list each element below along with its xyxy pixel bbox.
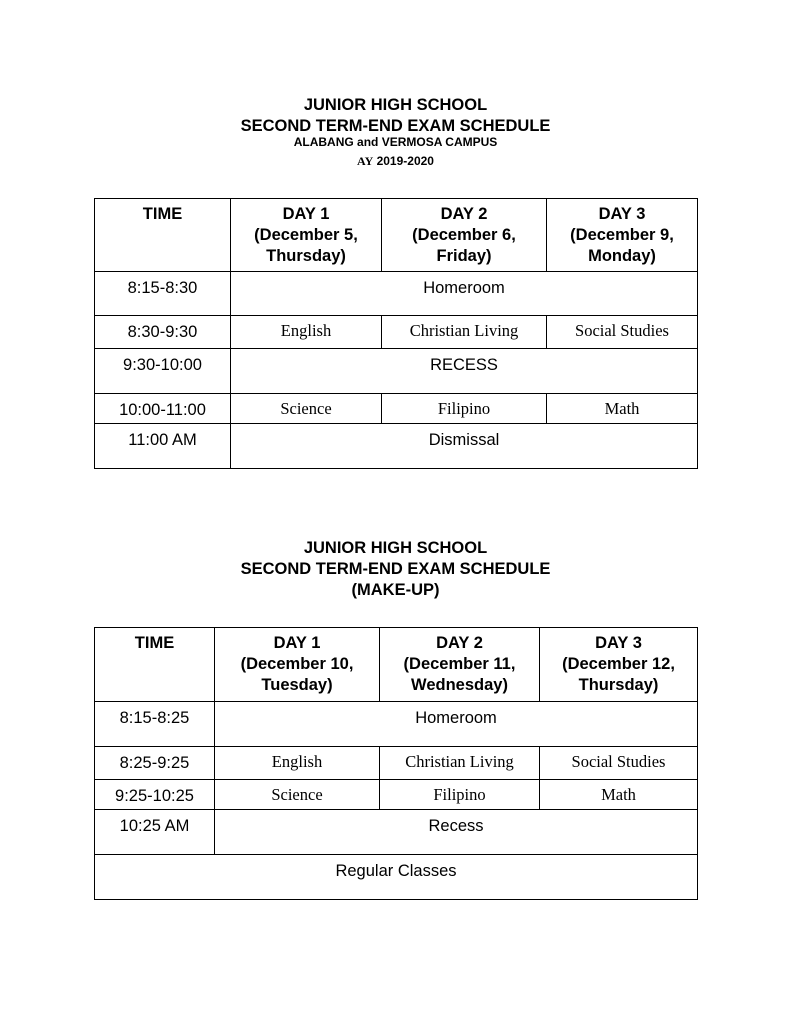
subject-cell: English xyxy=(215,747,380,780)
day-label: DAY 3 xyxy=(595,634,642,652)
time-cell: 9:25-10:25 xyxy=(95,780,215,810)
schedule2-table xyxy=(94,627,698,900)
header-time-label: TIME xyxy=(142,205,183,223)
table-row xyxy=(95,272,698,316)
header-time xyxy=(95,628,215,702)
table-row xyxy=(95,702,698,747)
day-weekday: Friday) xyxy=(436,247,492,265)
header-day2 xyxy=(380,628,540,702)
header-day1 xyxy=(231,199,382,272)
table-row xyxy=(95,780,698,810)
schedule1-campus: ALABANG and VERMOSA CAMPUS xyxy=(293,135,498,149)
day-date: (December 11, xyxy=(403,655,516,673)
table-row xyxy=(95,349,698,394)
ay-years: 2019-2020 xyxy=(373,154,434,168)
header-day3 xyxy=(547,199,698,272)
time-cell: 10:25 AM xyxy=(95,810,215,855)
schedule1-school-title: JUNIOR HIGH SCHOOL xyxy=(303,96,488,114)
subject-cell: Math xyxy=(547,394,698,424)
day-label: DAY 1 xyxy=(273,634,321,652)
day-label: DAY 1 xyxy=(282,205,330,223)
activity-cell: Homeroom xyxy=(231,272,698,316)
schedule1-table xyxy=(94,198,698,469)
table-row xyxy=(95,394,698,424)
time-cell: 8:15-8:25 xyxy=(95,702,215,747)
activity-cell: RECESS xyxy=(231,349,698,394)
day-date: (December 5, xyxy=(254,226,358,244)
time-cell: 9:30-10:00 xyxy=(95,349,231,394)
time-cell: 11:00 AM xyxy=(95,424,231,469)
header-day3 xyxy=(540,628,698,702)
time-cell: 8:15-8:30 xyxy=(95,272,231,316)
subject-cell: English xyxy=(231,316,382,349)
activity-cell: Homeroom xyxy=(215,702,698,747)
day-weekday: Wednesday) xyxy=(411,676,508,694)
subject-cell: Social Studies xyxy=(540,747,698,780)
schedule2-school-title: JUNIOR HIGH SCHOOL xyxy=(303,539,488,557)
schedule1-academic-year xyxy=(0,154,791,168)
ay-prefix: AY xyxy=(357,154,374,168)
header-time xyxy=(95,199,231,272)
subject-cell: Math xyxy=(540,780,698,810)
day-weekday: Monday) xyxy=(588,247,656,265)
table-header-row xyxy=(95,199,698,272)
activity-cell: Recess xyxy=(215,810,698,855)
header-day1 xyxy=(215,628,380,702)
subject-cell: Christian Living xyxy=(382,316,547,349)
subject-cell: Social Studies xyxy=(547,316,698,349)
day-weekday: Thursday) xyxy=(578,676,659,694)
day-weekday: Thursday) xyxy=(266,247,346,265)
day-date: (December 12, xyxy=(562,655,675,673)
subject-cell: Science xyxy=(215,780,380,810)
time-cell: 8:25-9:25 xyxy=(95,747,215,780)
day-date: (December 9, xyxy=(570,226,674,244)
table-row xyxy=(95,316,698,349)
subject-cell: Filipino xyxy=(382,394,547,424)
day-label: DAY 3 xyxy=(598,205,646,223)
subject-cell: Filipino xyxy=(380,780,540,810)
activity-cell: Dismissal xyxy=(231,424,698,469)
subject-cell: Science xyxy=(231,394,382,424)
subject-cell: Christian Living xyxy=(380,747,540,780)
day-label: DAY 2 xyxy=(440,205,488,223)
table-row xyxy=(95,424,698,469)
table-row xyxy=(95,855,698,900)
time-cell: 10:00-11:00 xyxy=(95,394,231,424)
header-time-label: TIME xyxy=(134,634,175,652)
regular-classes-cell: Regular Classes xyxy=(95,855,698,900)
schedule2-makeup-label: (MAKE-UP) xyxy=(351,581,440,599)
table-row xyxy=(95,747,698,780)
header-day2 xyxy=(382,199,547,272)
schedule1-exam-title: SECOND TERM-END EXAM SCHEDULE xyxy=(240,117,551,135)
day-label: DAY 2 xyxy=(436,634,483,652)
day-date: (December 10, xyxy=(240,655,354,673)
day-weekday: Tuesday) xyxy=(261,676,333,694)
day-date: (December 6, xyxy=(412,226,516,244)
table-row xyxy=(95,810,698,855)
time-cell: 8:30-9:30 xyxy=(95,316,231,349)
schedule2-exam-title: SECOND TERM-END EXAM SCHEDULE xyxy=(240,560,551,578)
table-header-row xyxy=(95,628,698,702)
